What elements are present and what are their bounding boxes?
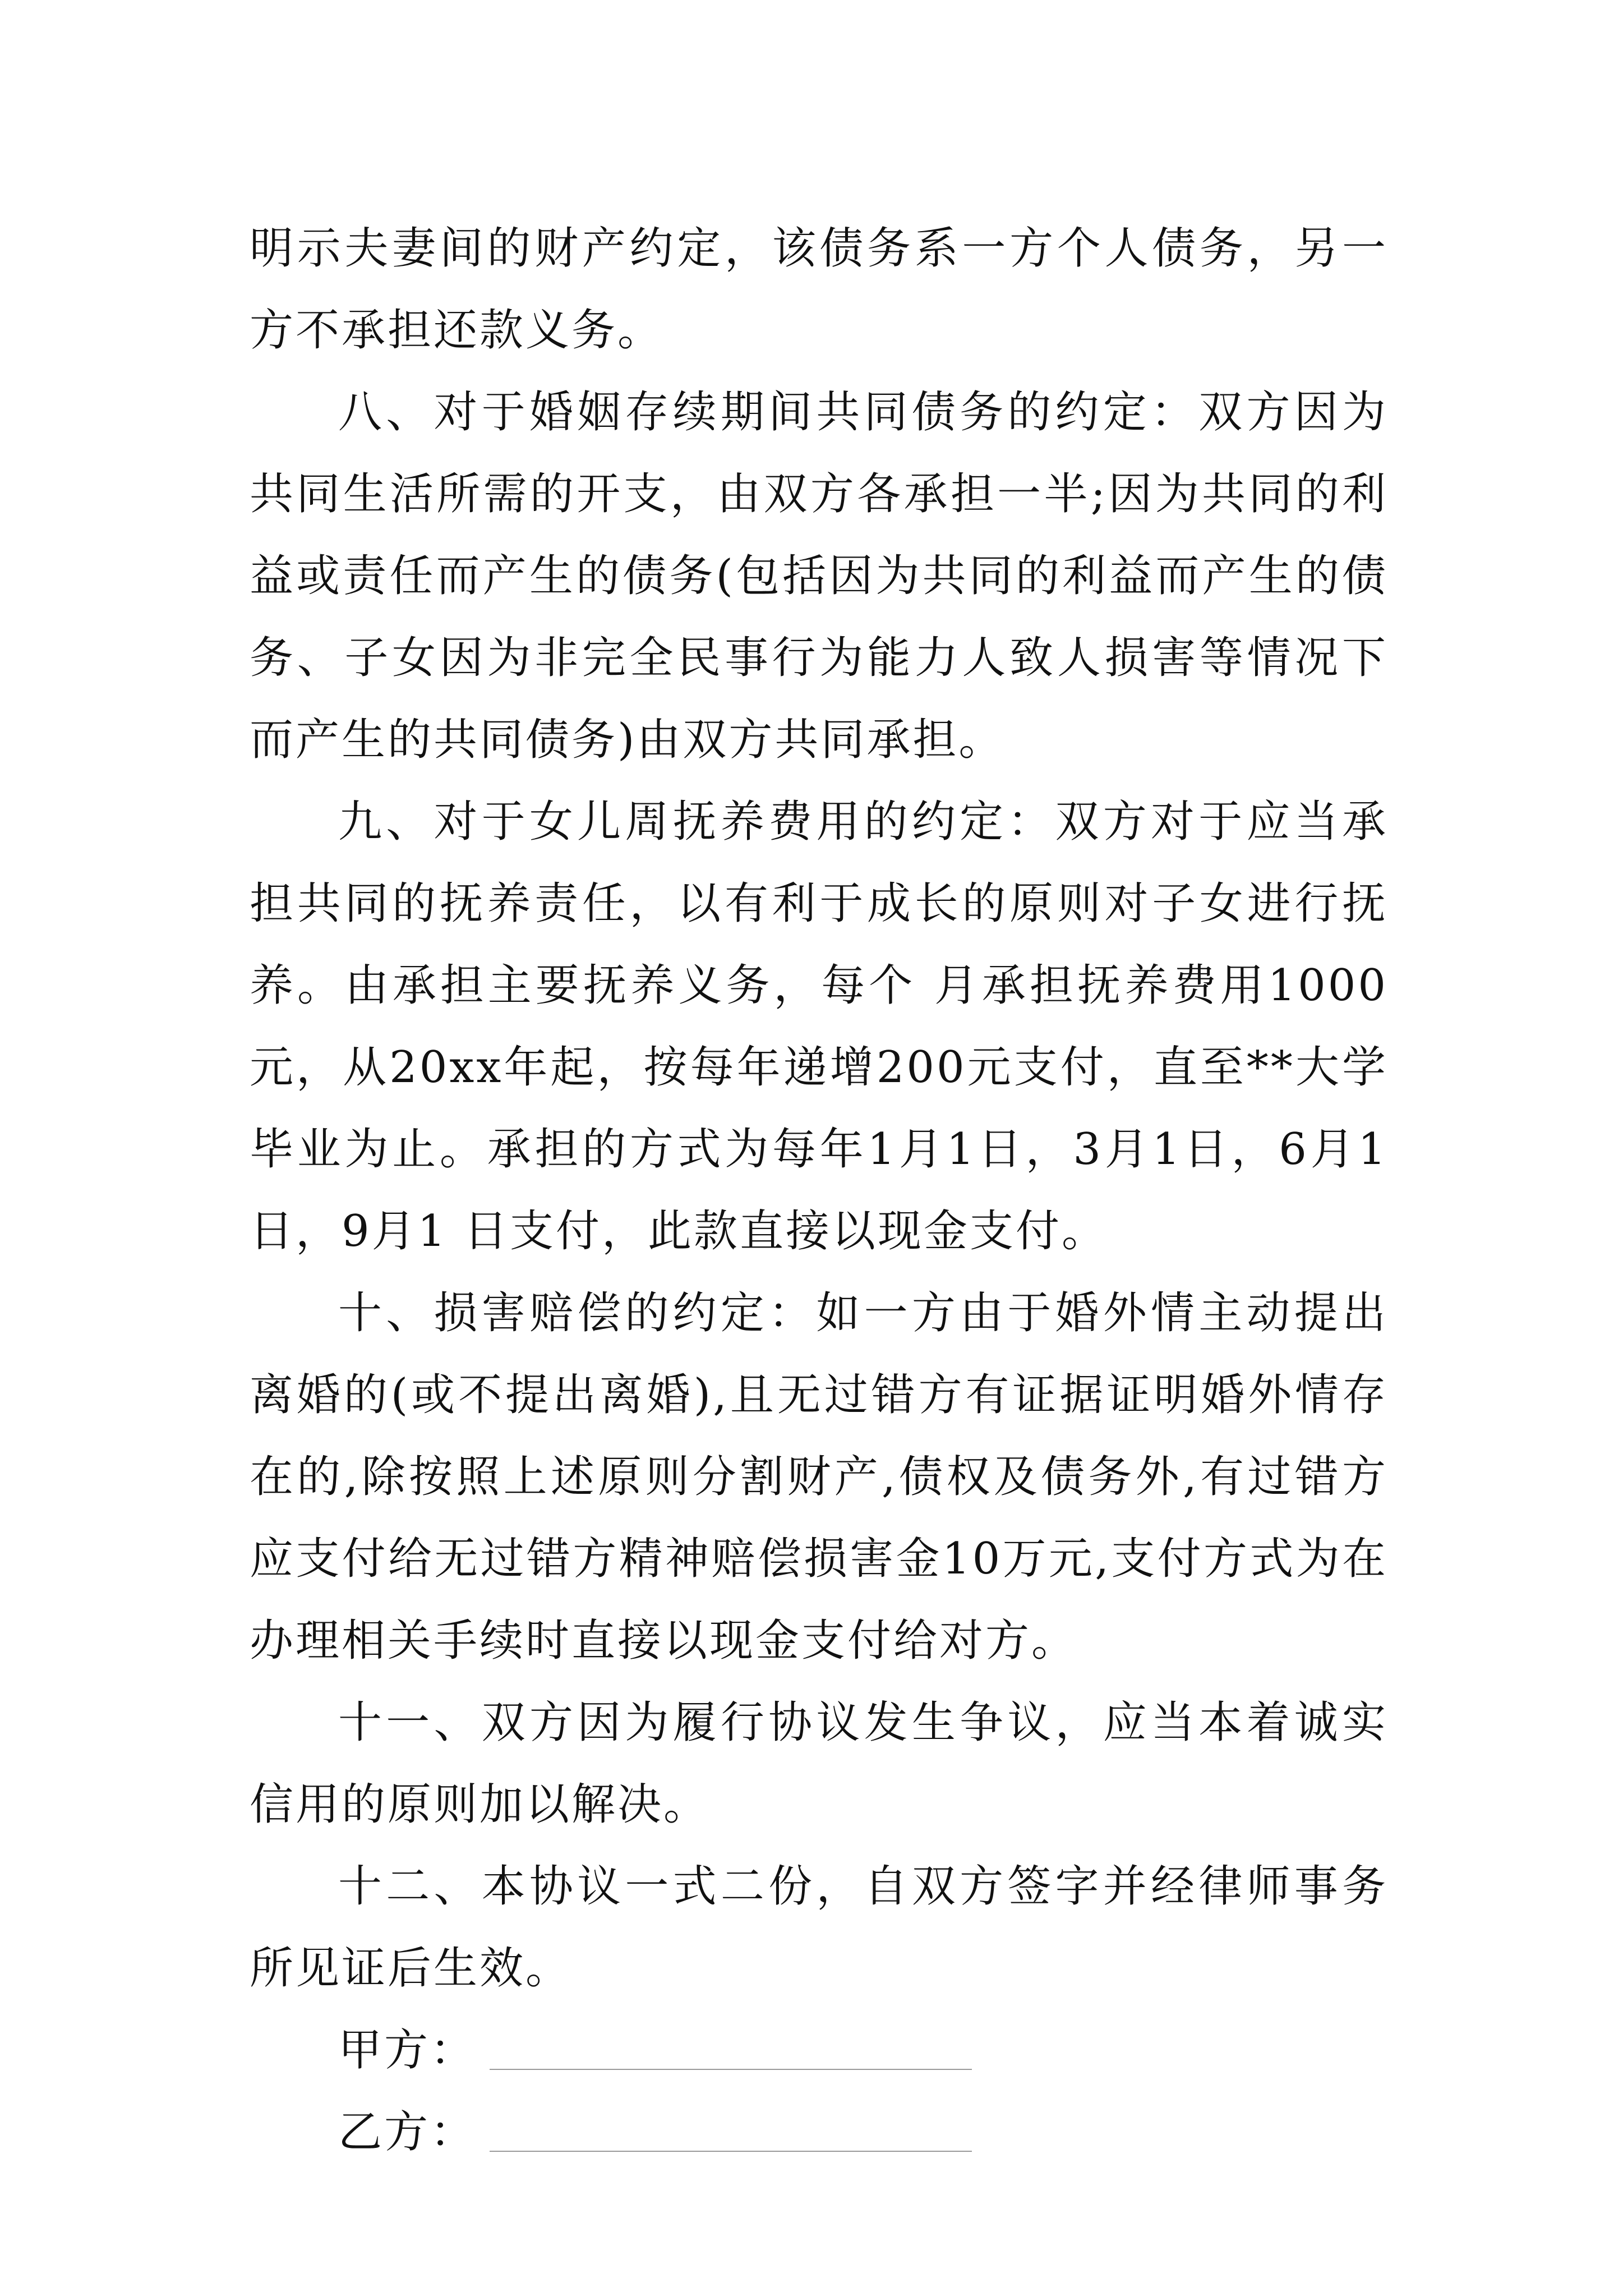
- party-a-signature-blank[interactable]: [490, 2068, 972, 2070]
- paragraph-clause-9: 九、对于女儿周抚养费用的约定：双方对于应当承担共同的抚养责任，以有利于成长的原则对子女进行抚养。由承担主要抚养义务，每个 月承担抚养费用1000元，从20xx年起，按每年递增200元支付，直至**大学毕业为止。承担的方式为每年1月1日，3月1日，6月1日，9月1 日支付，此款直接以现金支付。: [250, 797, 1388, 1257]
- party-b-label: 乙方：: [338, 2107, 477, 2157]
- signature-party-b: [250, 2091, 1388, 2173]
- paragraph-continuation: 明示夫妻间的财产约定，该债务系一方个人债务，另一方不承担还款义务。: [250, 223, 1388, 356]
- party-b-signature-blank[interactable]: [490, 2150, 972, 2152]
- signature-party-a: [250, 2009, 1388, 2091]
- paragraph-clause-10: 十、损害赔偿的约定：如一方由于婚外情主动提出离婚的(或不提出离婚),且无过错方有证据证明婚外情存在的,除按照上述原则分割财产,债权及债务外,有过错方应支付给无过错方精神赔偿损害金10万元,支付方式为在办理相关手续时直接以现金支付给对方。: [250, 1288, 1388, 1666]
- document-body: [250, 208, 1388, 2173]
- party-a-label: 甲方：: [338, 2025, 477, 2076]
- paragraph-clause-11: 十一、双方因为履行协议发生争议，应当本着诚实信用的原则加以解决。: [250, 1697, 1388, 1830]
- paragraph-clause-8: 八、对于婚姻存续期间共同债务的约定：双方因为共同生活所需的开支，由双方各承担一半;因为共同的利益或责任而产生的债务(包括因为共同的利益而产生的债务、子女因为非完全民事行为能力人致人损害等情况下而产生的共同债务)由双方共同承担。: [250, 387, 1388, 765]
- paragraph-clause-12: 十二、本协议一式二份，自双方签字并经律师事务所见证后生效。: [250, 1861, 1388, 1994]
